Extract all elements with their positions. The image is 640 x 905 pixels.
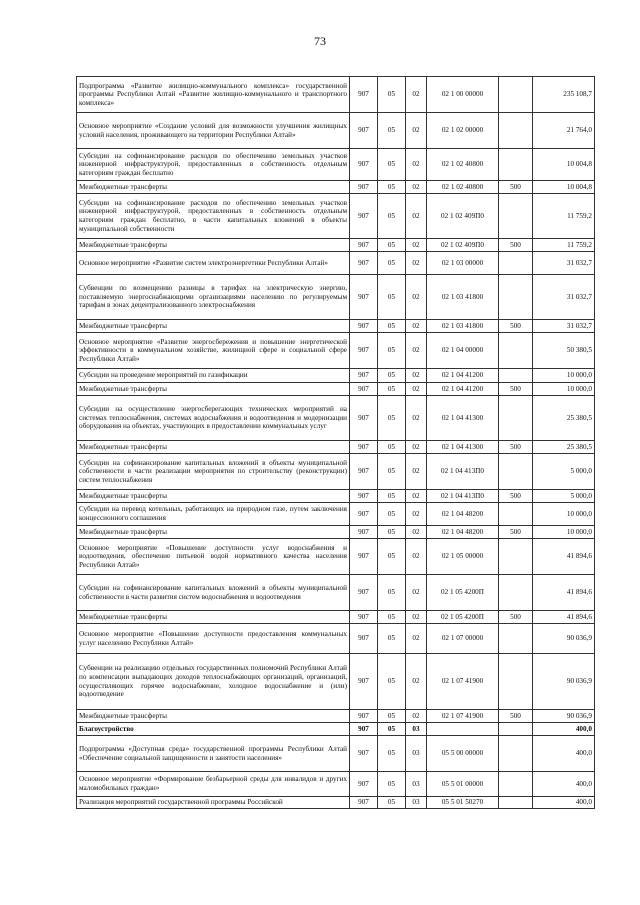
table-row — [77, 654, 595, 710]
table-row — [77, 369, 595, 383]
expense-type-code-cell — [499, 369, 533, 383]
section-code-cell: 05 — [378, 333, 406, 369]
amount-cell: 5 000,0 — [533, 490, 595, 503]
expense-type-code-cell — [499, 736, 533, 772]
expense-type-code-cell — [499, 772, 533, 797]
ministry-code-cell: 907 — [350, 736, 378, 772]
table-row — [77, 575, 595, 611]
row-name-cell: Субсидии на перевод котельных, работающих на природном газе, путем заключения концессионного соглашения — [77, 503, 350, 526]
target-item-code-cell: 05 5 01 50270 — [427, 797, 499, 809]
section-code-cell: 05 — [378, 77, 406, 113]
section-code-cell: 05 — [378, 490, 406, 503]
table-row — [77, 503, 595, 526]
ministry-code-cell: 907 — [350, 797, 378, 809]
subsection-code-cell: 03 — [406, 723, 427, 736]
amount-cell: 25 380,5 — [533, 441, 595, 454]
expense-type-code-cell: 500 — [499, 383, 533, 396]
target-item-code-cell: 02 1 07 41900 — [427, 654, 499, 710]
target-item-code-cell: 02 1 07 41900 — [427, 710, 499, 723]
target-item-code-cell: 02 1 05 4200П — [427, 611, 499, 624]
expense-type-code-cell — [499, 723, 533, 736]
table-row — [77, 490, 595, 503]
amount-cell: 10 000,0 — [533, 526, 595, 539]
budget-table — [76, 76, 595, 809]
amount-cell: 400,0 — [533, 736, 595, 772]
target-item-code-cell: 02 1 04 413П0 — [427, 454, 499, 490]
ministry-code-cell: 907 — [350, 723, 378, 736]
section-code-cell: 05 — [378, 575, 406, 611]
ministry-code-cell: 907 — [350, 710, 378, 723]
amount-cell: 5 000,0 — [533, 454, 595, 490]
target-item-code-cell: 02 1 04 413П0 — [427, 490, 499, 503]
amount-cell: 235 108,7 — [533, 77, 595, 113]
row-name-cell: Межбюджетные трансферты — [77, 383, 350, 396]
table-row — [77, 320, 595, 333]
expense-type-code-cell: 500 — [499, 526, 533, 539]
target-item-code-cell: 02 1 02 40800 — [427, 181, 499, 194]
amount-cell: 400,0 — [533, 797, 595, 809]
amount-cell: 31 032,7 — [533, 252, 595, 275]
table-row — [77, 383, 595, 396]
ministry-code-cell: 907 — [350, 113, 378, 149]
ministry-code-cell: 907 — [350, 611, 378, 624]
expense-type-code-cell: 500 — [499, 611, 533, 624]
table-row — [77, 441, 595, 454]
table-row — [77, 252, 595, 275]
subsection-code-cell: 02 — [406, 383, 427, 396]
row-name-cell: Межбюджетные трансферты — [77, 611, 350, 624]
subsection-code-cell: 02 — [406, 77, 427, 113]
subsection-code-cell: 03 — [406, 772, 427, 797]
target-item-code-cell: 02 1 04 41200 — [427, 369, 499, 383]
table-row — [77, 539, 595, 575]
amount-cell: 90 036,9 — [533, 624, 595, 654]
subsection-code-cell: 02 — [406, 654, 427, 710]
row-name-cell: Субсидии на проведение мероприятий по газификации — [77, 369, 350, 383]
section-code-cell: 05 — [378, 710, 406, 723]
amount-cell: 25 380,5 — [533, 396, 595, 441]
ministry-code-cell: 907 — [350, 252, 378, 275]
ministry-code-cell: 907 — [350, 149, 378, 181]
target-item-code-cell: 02 1 02 409П0 — [427, 239, 499, 252]
target-item-code-cell: 02 1 04 00000 — [427, 333, 499, 369]
target-item-code-cell: 02 1 03 41800 — [427, 275, 499, 320]
section-code-cell: 05 — [378, 194, 406, 239]
ministry-code-cell: 907 — [350, 772, 378, 797]
row-name-cell: Подпрограмма «Развитие жилищно-коммунального комплекса» государственной программы Республики Алтай «Развитие жилищно-коммунального и транспортного комплекса» — [77, 77, 350, 113]
expense-type-code-cell — [499, 77, 533, 113]
table-row — [77, 181, 595, 194]
ministry-code-cell: 907 — [350, 490, 378, 503]
subsection-code-cell: 03 — [406, 736, 427, 772]
amount-cell: 10 004,8 — [533, 181, 595, 194]
section-code-cell: 05 — [378, 654, 406, 710]
section-code-cell: 05 — [378, 396, 406, 441]
ministry-code-cell: 907 — [350, 383, 378, 396]
table-row — [77, 396, 595, 441]
section-code-cell: 05 — [378, 441, 406, 454]
ministry-code-cell: 907 — [350, 396, 378, 441]
amount-cell: 21 764,0 — [533, 113, 595, 149]
subsection-code-cell: 02 — [406, 526, 427, 539]
section-code-cell: 05 — [378, 320, 406, 333]
expense-type-code-cell — [499, 275, 533, 320]
row-name-cell: Межбюджетные трансферты — [77, 526, 350, 539]
table-row — [77, 239, 595, 252]
subsection-code-cell: 02 — [406, 333, 427, 369]
expense-type-code-cell — [499, 454, 533, 490]
section-code-cell: 05 — [378, 383, 406, 396]
target-item-code-cell: 05 5 00 00000 — [427, 736, 499, 772]
subsection-code-cell: 02 — [406, 503, 427, 526]
row-name-cell: Основное мероприятие «Повышение доступности услуг водоснабжения и водоотведения, обеспечение питьевой водой нормативного качества населения Республики Алтай» — [77, 539, 350, 575]
expense-type-code-cell — [499, 252, 533, 275]
table-row — [77, 149, 595, 181]
section-code-cell: 05 — [378, 624, 406, 654]
amount-cell: 41 894,6 — [533, 539, 595, 575]
row-name-cell: Межбюджетные трансферты — [77, 239, 350, 252]
amount-cell: 90 036,9 — [533, 710, 595, 723]
table-row — [77, 736, 595, 772]
expense-type-code-cell — [499, 575, 533, 611]
amount-cell: 31 032,7 — [533, 320, 595, 333]
ministry-code-cell: 907 — [350, 454, 378, 490]
target-item-code-cell: 02 1 04 48200 — [427, 526, 499, 539]
ministry-code-cell: 907 — [350, 333, 378, 369]
ministry-code-cell: 907 — [350, 441, 378, 454]
row-name-cell: Субвенции по возмещению разницы в тарифах на электрическую энергию, поставляемую энергоснабжающими организациями населению по регулируемым тарифам в зонах децентрализованного электроснабжения — [77, 275, 350, 320]
section-code-cell: 05 — [378, 149, 406, 181]
row-name-cell: Субсидии на софинансирование капитальных вложений в объекты муниципальной собственности в части развития систем водоснабжения и водоотведения — [77, 575, 350, 611]
section-code-cell: 05 — [378, 526, 406, 539]
expense-type-code-cell: 500 — [499, 181, 533, 194]
ministry-code-cell: 907 — [350, 77, 378, 113]
section-code-cell: 05 — [378, 772, 406, 797]
table-row — [77, 77, 595, 113]
expense-type-code-cell: 500 — [499, 320, 533, 333]
ministry-code-cell: 907 — [350, 320, 378, 333]
subsection-code-cell: 02 — [406, 396, 427, 441]
expense-type-code-cell — [499, 149, 533, 181]
subsection-code-cell: 03 — [406, 797, 427, 809]
subsection-code-cell: 02 — [406, 624, 427, 654]
amount-cell: 10 000,0 — [533, 503, 595, 526]
subsection-code-cell: 02 — [406, 490, 427, 503]
expense-type-code-cell — [499, 503, 533, 526]
expense-type-code-cell — [499, 113, 533, 149]
ministry-code-cell: 907 — [350, 194, 378, 239]
subsection-code-cell: 02 — [406, 454, 427, 490]
ministry-code-cell: 907 — [350, 275, 378, 320]
row-name-cell: Межбюджетные трансферты — [77, 181, 350, 194]
subsection-code-cell: 02 — [406, 611, 427, 624]
row-name-cell: Основное мероприятие «Развитие систем электроэнергетики Республики Алтай» — [77, 252, 350, 275]
amount-cell: 400,0 — [533, 723, 595, 736]
row-name-cell: Подпрограмма «Доступная среда» государственной программы Республики Алтай «Обеспечение социальной защищенности и занятости населения» — [77, 736, 350, 772]
section-code-cell: 05 — [378, 736, 406, 772]
row-name-cell: Основное мероприятие «Повышение доступности предоставления коммунальных услуг населению Республики Алтай» — [77, 624, 350, 654]
table-row — [77, 710, 595, 723]
row-name-cell: Субсидии на софинансирование расходов по обеспечению земельных участков инженерной инфраструктурой, предоставленных в собственность отдельным категориям граждан бесплатно — [77, 149, 350, 181]
target-item-code-cell: 02 1 03 00000 — [427, 252, 499, 275]
target-item-code-cell: 02 1 04 41300 — [427, 441, 499, 454]
section-code-cell: 05 — [378, 539, 406, 575]
table-row — [77, 772, 595, 797]
target-item-code-cell: 02 1 07 00000 — [427, 624, 499, 654]
section-code-cell: 05 — [378, 611, 406, 624]
expense-type-code-cell — [499, 539, 533, 575]
amount-cell: 10 004,8 — [533, 149, 595, 181]
ministry-code-cell: 907 — [350, 503, 378, 526]
subsection-code-cell: 02 — [406, 539, 427, 575]
table-row — [77, 723, 595, 736]
table-row — [77, 526, 595, 539]
page-number: 73 — [314, 34, 326, 48]
section-code-cell: 05 — [378, 503, 406, 526]
amount-cell: 10 000,0 — [533, 369, 595, 383]
row-name-cell: Межбюджетные трансферты — [77, 441, 350, 454]
expense-type-code-cell — [499, 654, 533, 710]
target-item-code-cell: 05 5 01 00000 — [427, 772, 499, 797]
row-name-cell: Благоустройство — [77, 723, 350, 736]
target-item-code-cell: 02 1 02 409П0 — [427, 194, 499, 239]
ministry-code-cell: 907 — [350, 654, 378, 710]
table-row — [77, 275, 595, 320]
amount-cell: 90 036,9 — [533, 654, 595, 710]
ministry-code-cell: 907 — [350, 539, 378, 575]
subsection-code-cell: 02 — [406, 441, 427, 454]
subsection-code-cell: 02 — [406, 252, 427, 275]
row-name-cell: Межбюджетные трансферты — [77, 320, 350, 333]
table-row — [77, 454, 595, 490]
target-item-code-cell: 02 1 05 00000 — [427, 539, 499, 575]
target-item-code-cell: 02 1 04 48200 — [427, 503, 499, 526]
expense-type-code-cell — [499, 624, 533, 654]
section-code-cell: 05 — [378, 454, 406, 490]
section-code-cell: 05 — [378, 275, 406, 320]
row-name-cell: Межбюджетные трансферты — [77, 490, 350, 503]
amount-cell: 10 000,0 — [533, 383, 595, 396]
budget-table-body — [77, 77, 595, 809]
row-name-cell: Субсидии на софинансирование расходов по обеспечению земельных участков инженерной инфраструктурой, предоставленных в собственность отдельным категориям граждан бесплатно, в части капитальных вложений в объекты муниципальной собственности — [77, 194, 350, 239]
amount-cell: 50 380,5 — [533, 333, 595, 369]
ministry-code-cell: 907 — [350, 239, 378, 252]
target-item-code-cell: 02 1 02 40800 — [427, 149, 499, 181]
expense-type-code-cell: 500 — [499, 710, 533, 723]
table-row — [77, 333, 595, 369]
target-item-code-cell: 02 1 03 41800 — [427, 320, 499, 333]
amount-cell: 41 894,6 — [533, 611, 595, 624]
row-name-cell: Реализация мероприятий государственной программы Российской — [77, 797, 350, 809]
subsection-code-cell: 02 — [406, 181, 427, 194]
table-row — [77, 797, 595, 809]
row-name-cell: Основное мероприятие «Развитие энергосбережения и повышение энергетической эффективности в коммунальном хозяйстве, жилищной сфере и социальной сфере Республики Алтай» — [77, 333, 350, 369]
row-name-cell: Основное мероприятие «Создание условий для возможности улучшения жилищных условий населения, проживающего на территории Республики Алтай» — [77, 113, 350, 149]
row-name-cell: Основное мероприятие «Формирование безбарьерной среды для инвалидов и других маломобильных граждан» — [77, 772, 350, 797]
ministry-code-cell: 907 — [350, 624, 378, 654]
ministry-code-cell: 907 — [350, 181, 378, 194]
ministry-code-cell: 907 — [350, 575, 378, 611]
table-row — [77, 611, 595, 624]
expense-type-code-cell: 500 — [499, 490, 533, 503]
section-code-cell: 05 — [378, 113, 406, 149]
subsection-code-cell: 02 — [406, 710, 427, 723]
target-item-code-cell — [427, 723, 499, 736]
amount-cell: 41 894,6 — [533, 575, 595, 611]
row-name-cell: Субсидии на софинансирование капитальных вложений в объекты муниципальной собственности в части реализации мероприятия по строительству (реконструкции) систем теплоснабжения — [77, 454, 350, 490]
amount-cell: 31 032,7 — [533, 275, 595, 320]
subsection-code-cell: 02 — [406, 239, 427, 252]
expense-type-code-cell — [499, 396, 533, 441]
ministry-code-cell: 907 — [350, 369, 378, 383]
table-row — [77, 194, 595, 239]
amount-cell: 11 759,2 — [533, 194, 595, 239]
expense-type-code-cell: 500 — [499, 239, 533, 252]
subsection-code-cell: 02 — [406, 194, 427, 239]
subsection-code-cell: 02 — [406, 369, 427, 383]
section-code-cell: 05 — [378, 252, 406, 275]
subsection-code-cell: 02 — [406, 320, 427, 333]
ministry-code-cell: 907 — [350, 526, 378, 539]
table-row — [77, 113, 595, 149]
subsection-code-cell: 02 — [406, 275, 427, 320]
expense-type-code-cell — [499, 797, 533, 809]
section-code-cell: 05 — [378, 239, 406, 252]
target-item-code-cell: 02 1 00 00000 — [427, 77, 499, 113]
row-name-cell: Субсидии на осуществление энергосберегающих технических мероприятий на системах теплоснабжения, системах водоснабжения и водоотведения и модернизации оборудования на объектах, участвующих в предоставлении коммунальных услуг — [77, 396, 350, 441]
section-code-cell: 05 — [378, 723, 406, 736]
row-name-cell: Межбюджетные трансферты — [77, 710, 350, 723]
target-item-code-cell: 02 1 05 4200П — [427, 575, 499, 611]
section-code-cell: 05 — [378, 181, 406, 194]
subsection-code-cell: 02 — [406, 575, 427, 611]
row-name-cell: Субвенции на реализацию отдельных государственных полномочий Республики Алтай по компенсации выпадающих доходов теплоснабжающих организаций, организаций, осуществляющих горячее водоснабжение, холодное водоснабжение и (или) водоотведение — [77, 654, 350, 710]
amount-cell: 11 759,2 — [533, 239, 595, 252]
target-item-code-cell: 02 1 04 41300 — [427, 396, 499, 441]
target-item-code-cell: 02 1 04 41200 — [427, 383, 499, 396]
expense-type-code-cell — [499, 333, 533, 369]
expense-type-code-cell: 500 — [499, 441, 533, 454]
amount-cell: 400,0 — [533, 772, 595, 797]
target-item-code-cell: 02 1 02 00000 — [427, 113, 499, 149]
subsection-code-cell: 02 — [406, 113, 427, 149]
section-code-cell: 05 — [378, 369, 406, 383]
section-code-cell: 05 — [378, 797, 406, 809]
table-row — [77, 624, 595, 654]
subsection-code-cell: 02 — [406, 149, 427, 181]
expense-type-code-cell — [499, 194, 533, 239]
